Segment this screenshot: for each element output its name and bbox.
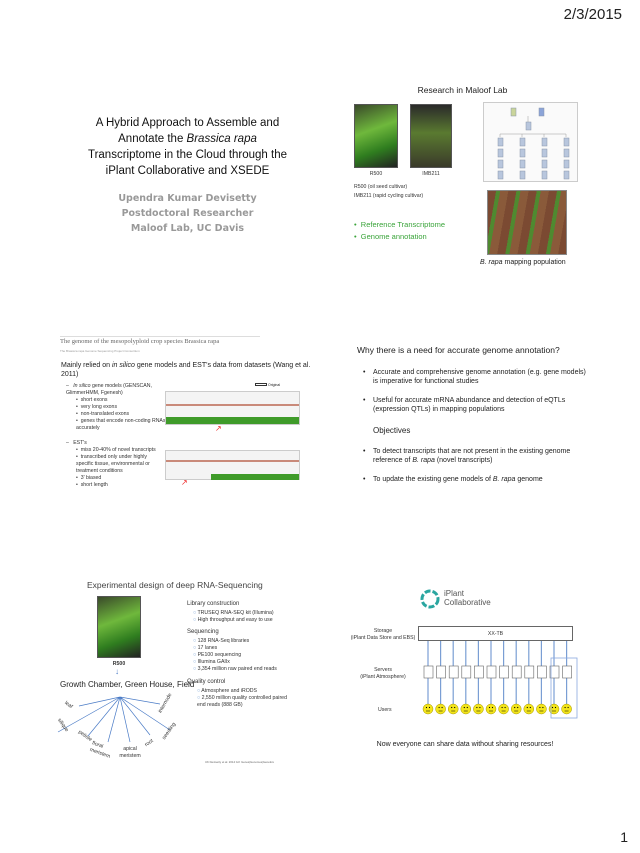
arrow-icon: ↗	[215, 424, 222, 433]
tissue-label: silique	[56, 717, 70, 733]
r500-photo	[354, 104, 398, 168]
photo-caption: B. rapa mapping population	[480, 259, 566, 266]
legend: Original	[255, 383, 280, 387]
footer-text: Now everyone can share data without sharing resources!	[376, 741, 554, 748]
imb211-photo	[410, 104, 452, 168]
r500-photo	[97, 596, 141, 658]
paper-title: The genome of the mesopolyploid crop species Brassica rapa	[60, 338, 220, 345]
genome-browser-screenshot-1	[165, 391, 300, 425]
slide-title: Why there is a need for accurate genome annotation?	[357, 345, 560, 355]
tissue-fan-arrows	[50, 690, 200, 750]
citation: UK Devisetty et al. 2014 G3: Genes|Genomes|Genetics	[205, 760, 274, 764]
tissue-label: leaf	[63, 700, 74, 710]
gene-model-list: – In silico gene models (GENSCAN, GlimmerHMM, Fgenesh) • short exons • very long exons • non-translated exons • genes that encode non-coding RNAs accurately	[66, 383, 166, 431]
experiment-details: Library construction ○ TRUSEQ RNA-SEQ kit (Illumina) ○ High throughput and easy to use Sequencing ○ 128 RNA-Seq libraries ○ 17 lanes ○ PE100 sequencing ○ Illumina GAIIx ○ 3,354 million raw paired end reads Quality control ○ Atmosphere and iRODS ○ 2,550 million quality controlled paired end reads (888 GB)	[187, 601, 287, 708]
page-number: 1	[620, 829, 628, 845]
slide-title: Research in Maloof Lab	[417, 85, 508, 95]
tissue-label: seedling	[161, 721, 178, 741]
photo-label: R500	[369, 171, 383, 177]
iplant-logo-icon	[419, 588, 441, 610]
down-arrow-icon: ↓	[115, 667, 119, 676]
intro-text: Mainly relied on in silico gene models and EST's data from datasets (Wang et al. 2011)	[61, 362, 311, 378]
storage-label: Storage (iPlant Data Store and EBS)	[350, 628, 416, 641]
objectives-heading: Objectives	[373, 426, 411, 435]
servers-label: Servers (iPlant Atmosphere)	[360, 667, 406, 680]
tissue-label: petiole	[76, 729, 93, 743]
page-date: 2/3/2015	[563, 6, 622, 23]
slide-title: A Hybrid Approach to Assemble and Annotate the Brassica rapa Transcriptome in the Cloud through the iPlant Collaborative and XSEDE	[87, 117, 287, 177]
mapping-population-photo	[487, 190, 567, 255]
genome-browser-screenshot-2	[165, 450, 300, 480]
slide-1	[55, 115, 320, 236]
need-bullets: • Accurate and comprehensive genome annotation (e.g. gene models) is imperative for functional studies • Useful for accurate mRNA abundance and detection of eQTLs (expression QTLs) in mapping populations Objectives • To detect transcripts that are not present in the existing genome reference of B. rapa (novel transcripts) • To update the existing gene models of B. rapa genome	[363, 368, 588, 484]
tissue-label: internode	[157, 692, 174, 715]
author-info: Upendra Kumar Devisetty Postdoctoral Researcher Maloof Lab, UC Davis	[118, 193, 257, 234]
slide-title: Experimental design of deep RNA-Sequencing	[87, 580, 263, 590]
plant-label: R500	[112, 661, 126, 667]
iplant-logo-text: iPlant Collaborative	[444, 589, 491, 607]
infrastructure-diagram	[418, 641, 578, 721]
research-bullets: • Reference Transcriptome • Genome annotation	[354, 220, 445, 241]
est-list: – EST's • miss 20-40% of novel transcripts • transcribed only under highly specific tissue, environmental or treatment conditions • 3' biased • short length	[66, 440, 156, 488]
tissue-label: root	[143, 738, 155, 749]
photo-label: IMB211	[422, 171, 440, 177]
paper-authors: The Brassica rapa Genome Sequencing Project Consortium	[60, 349, 140, 353]
arrow-icon: ↗	[181, 478, 188, 487]
cultivar-desc: R500 (oil seed cultivar) IMB211 (rapid cycling cultivar)	[354, 184, 424, 199]
users-label: Users	[378, 707, 392, 713]
storage-box: XX-TB	[418, 626, 573, 641]
pedigree-diagram	[483, 102, 578, 182]
tissue-label: floral meristem	[88, 740, 111, 760]
tissue-label: apical meristem	[119, 746, 141, 759]
growth-conditions: Growth Chamber, Green House, Field	[60, 680, 195, 689]
